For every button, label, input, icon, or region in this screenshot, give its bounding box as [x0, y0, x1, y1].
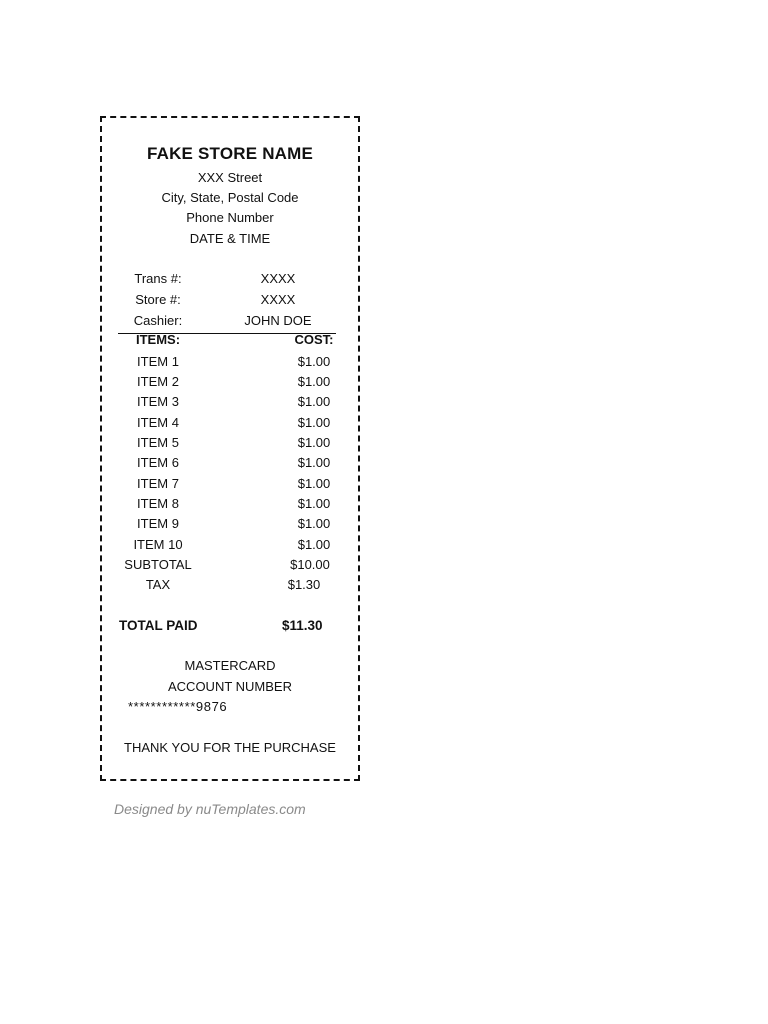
subtotal-value: $10.00 — [290, 557, 330, 572]
trans-label: Trans #: — [134, 271, 182, 286]
store-datetime: DATE & TIME — [189, 231, 271, 246]
item-cost: $1.00 — [297, 415, 331, 430]
tax-label: TAX — [145, 577, 171, 592]
total-label: TOTAL PAID — [119, 618, 198, 633]
tax-value: $1.30 — [287, 577, 321, 592]
account-number: ************9876 — [128, 699, 228, 714]
item-cost: $1.00 — [297, 374, 331, 389]
store-phone: Phone Number — [186, 210, 274, 225]
item-name: ITEM 7 — [137, 476, 179, 491]
item-name: ITEM 8 — [137, 496, 179, 511]
item-cost: $1.00 — [297, 476, 331, 491]
cashier-value: JOHN DOE — [244, 313, 312, 328]
item-name: ITEM 2 — [137, 374, 179, 389]
item-name: ITEM 4 — [137, 415, 179, 430]
store-street: XXX Street — [197, 170, 263, 185]
item-cost: $1.00 — [297, 455, 331, 470]
item-cost: $1.00 — [297, 435, 331, 450]
item-name: ITEM 3 — [137, 394, 179, 409]
items-header-cost: COST: — [294, 332, 334, 347]
store-name: FAKE STORE NAME — [146, 144, 314, 163]
receipt — [100, 116, 360, 781]
subtotal-label: SUBTOTAL — [124, 557, 192, 572]
store-city-line: City, State, Postal Code — [161, 190, 299, 205]
account-label: ACCOUNT NUMBER — [168, 679, 292, 694]
item-cost: $1.00 — [297, 394, 331, 409]
item-name: ITEM 10 — [133, 537, 183, 552]
trans-value: XXXX — [260, 271, 296, 286]
item-name: ITEM 5 — [137, 435, 179, 450]
item-name: ITEM 1 — [137, 354, 179, 369]
items-header-label: ITEMS: — [135, 332, 181, 347]
item-name: ITEM 6 — [137, 455, 179, 470]
cashier-label: Cashier: — [133, 313, 183, 328]
store-number-label: Store #: — [135, 292, 181, 307]
thank-you-message: THANK YOU FOR THE PURCHASE — [124, 740, 336, 755]
item-cost: $1.00 — [297, 496, 331, 511]
store-number-value: XXXX — [260, 292, 296, 307]
total-value: $11.30 — [282, 618, 323, 633]
receipt-body — [102, 118, 358, 779]
item-cost: $1.00 — [297, 354, 331, 369]
payment-card: MASTERCARD — [184, 658, 276, 673]
item-cost: $1.00 — [297, 537, 331, 552]
item-cost: $1.00 — [297, 516, 331, 531]
item-name: ITEM 9 — [137, 516, 179, 531]
designer-credit: Designed by nuTemplates.com — [114, 801, 306, 817]
